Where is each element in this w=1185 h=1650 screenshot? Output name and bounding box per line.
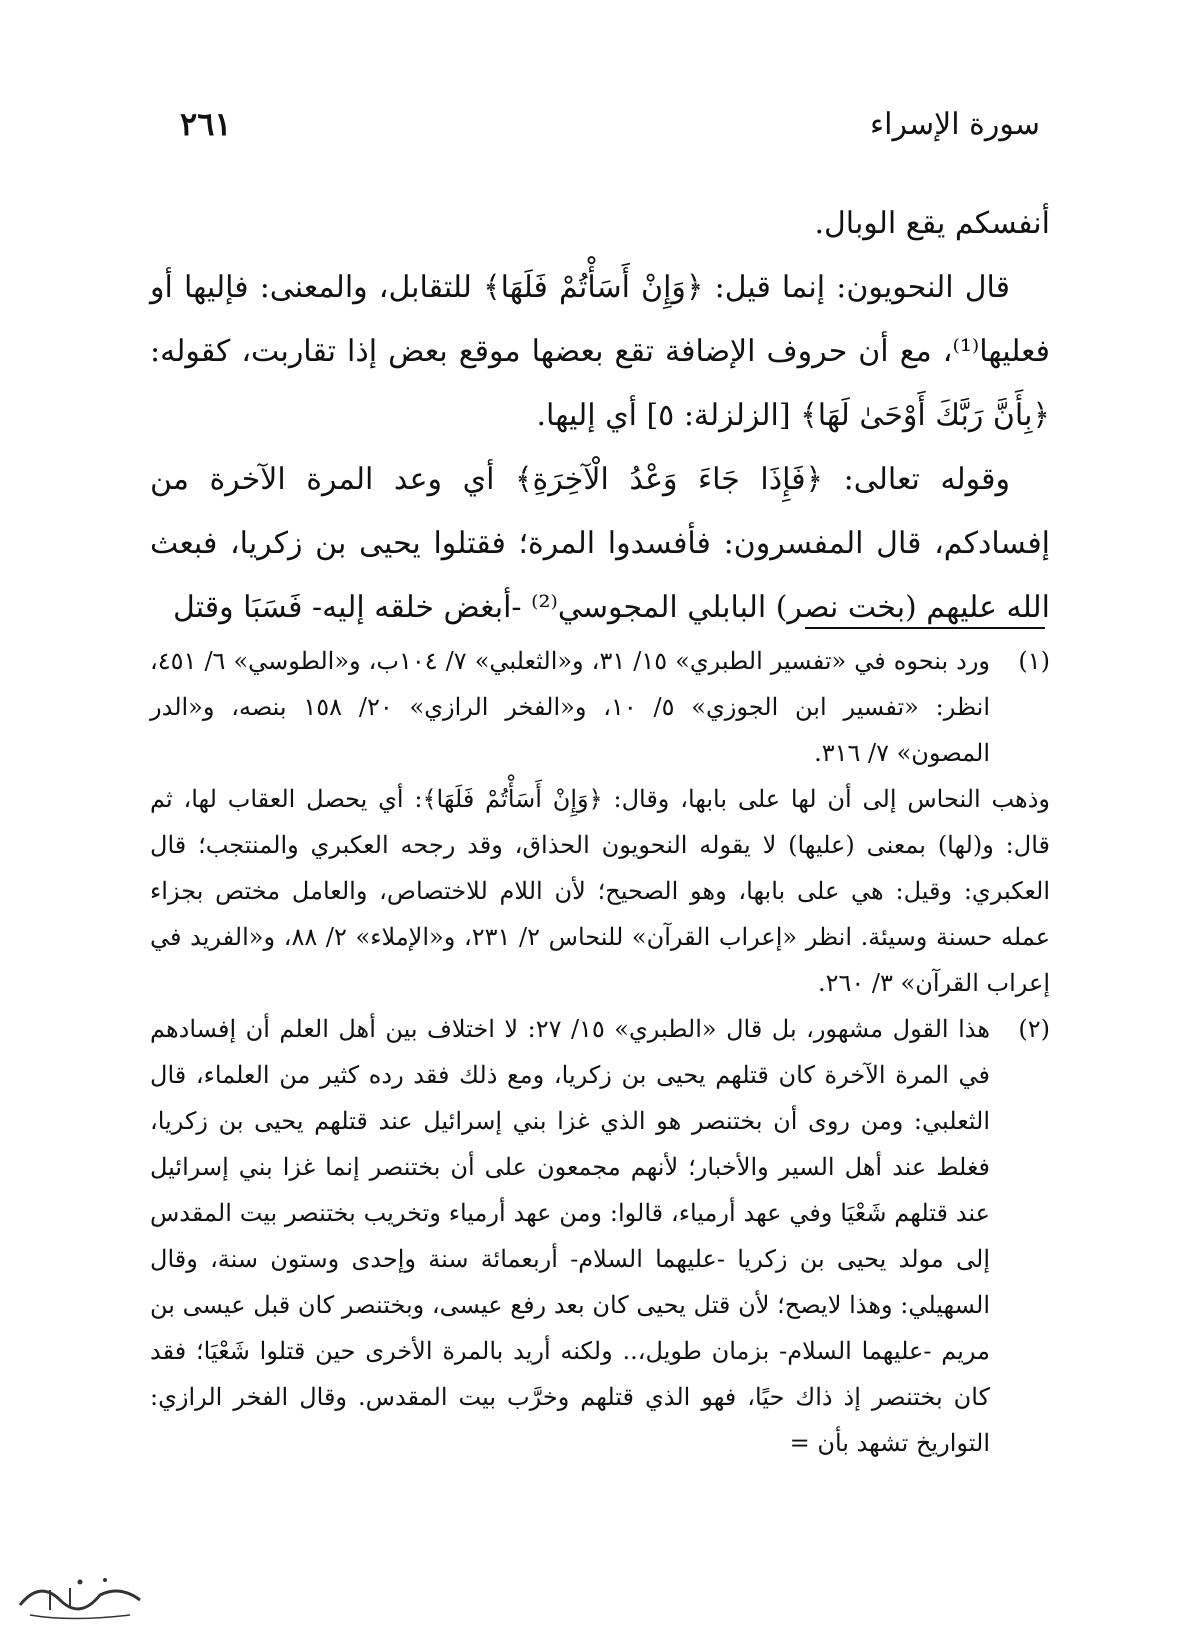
footnote-2	[150, 1006, 1050, 1466]
library-stamp-logo	[10, 1560, 150, 1630]
footnote-text: وذهب النحاس إلى أن لها على بابها، وقال: ﴿وَإِنْ أَسَأْتُمْ فَلَهَا﴾: أي يحصل العقاب لها، ثم قال: و(لها) بمعنى (عليها) لا يقوله النحويون الحذاق، وقد رجحه العكبري والمنتجب؛ قال العكبري: وقيل: هي على بابها، وهو الصحيح؛ لأن اللام للاختصاص، والعامل مختص بجزاء عمله حسنة وسيئة. انظر «إعراب القرآن» للنحاس ٢/ ٢٣١، و«الإملاء» ٢/ ٨٨، و«الفريد في إعراب القرآن» ٣/ ٢٦٠.	[150, 785, 1051, 997]
main-text	[150, 192, 1050, 640]
footnote-separator	[805, 627, 1045, 629]
surah-title: سورة الإسراء	[870, 106, 1040, 142]
main-paragraph: وقوله تعالى: ﴿فَإِذَا جَاءَ وَعْدُ الْآخِرَةِ﴾ أي وعد المرة الآخرة من إفسادكم، قال المفسرون: فأفسدوا المرة؛ فقتلوا يحيى بن زكريا، فبعث الله عليهم (بخت نصر) البابلي المجوسي⁽²⁾ -أبغض خلقه إليه- فَسَبَا وقتل	[150, 462, 1050, 625]
footnote-number: (٢)	[1018, 1015, 1050, 1043]
main-paragraph: قال النحويون: إنما قيل: ﴿وَإِنْ أَسَأْتُمْ فَلَهَا﴾ للتقابل، والمعنى: فإليها أو فعليها⁽¹⁾، مع أن حروف الإضافة تقع بعضها موقع بعض إذا تقاربت، كقوله: ﴿بِأَنَّ رَبَّكَ أَوْحَىٰ لَهَا﴾ [الزلزلة: ٥] أي إليها.	[150, 270, 1050, 433]
page-header	[180, 100, 1040, 148]
page-number: ٢٦١	[180, 105, 232, 143]
footnotes	[150, 638, 1050, 1466]
footnote-text: هذا القول مشهور، بل قال «الطبري» ١٥/ ٢٧: لا اختلاف بين أهل العلم أن إفسادهم في المرة الآخرة كان قتلهم يحيى بن زكريا، ومع ذلك فقد رده كثير من العلماء، قال الثعلبي: ومن روى أن بختنصر هو الذي غزا بني إسرائيل عند قتلهم يحيى بن زكريا، فغلط عند أهل السير والأخبار؛ لأنهم مجمعون على أن بختنصر إنما غزا بني إسرائيل عند قتلهم شَعْيَا وفي عهد أرمياء، قالوا: ومن عهد أرمياء وتخريب بختنصر بيت المقدس إلى مولد يحيى بن زكريا -عليهما السلام- أربعمائة سنة وإحدى وستون سنة، وقال السهيلي: وهذا لايصح؛ لأن قتل يحيى كان بعد رفع عيسى، وبختنصر كان قبل عيسى بن مريم -عليهما السلام- بزمان طويل،.. ولكنه أريد بالمرة الأخرى حين قتلوا شَعْيَا؛ فقد كان بختنصر إذ ذاك حيًا، فهو الذي قتلهم وخرَّب بيت المقدس. وقال الفخر الرازي: التواريخ تشهد بأن =	[150, 1015, 990, 1457]
footnote-number: (١)	[1018, 647, 1050, 675]
footnote-1	[150, 638, 1050, 776]
footnote-text: ورد بنحوه في «تفسير الطبري» ١٥/ ٣١، و«الثعلبي» ٧/ ١٠٤ب، و«الطوسي» ٦/ ٤٥١، انظر: «تفسير ابن الجوزي» ٥/ ١٠، و«الفخر الرازي» ٢٠/ ١٥٨ بنصه، و«الدر المصون» ٧/ ٣١٦.	[150, 647, 991, 767]
main-paragraph: أنفسكم يقع الوبال.	[814, 206, 1050, 241]
